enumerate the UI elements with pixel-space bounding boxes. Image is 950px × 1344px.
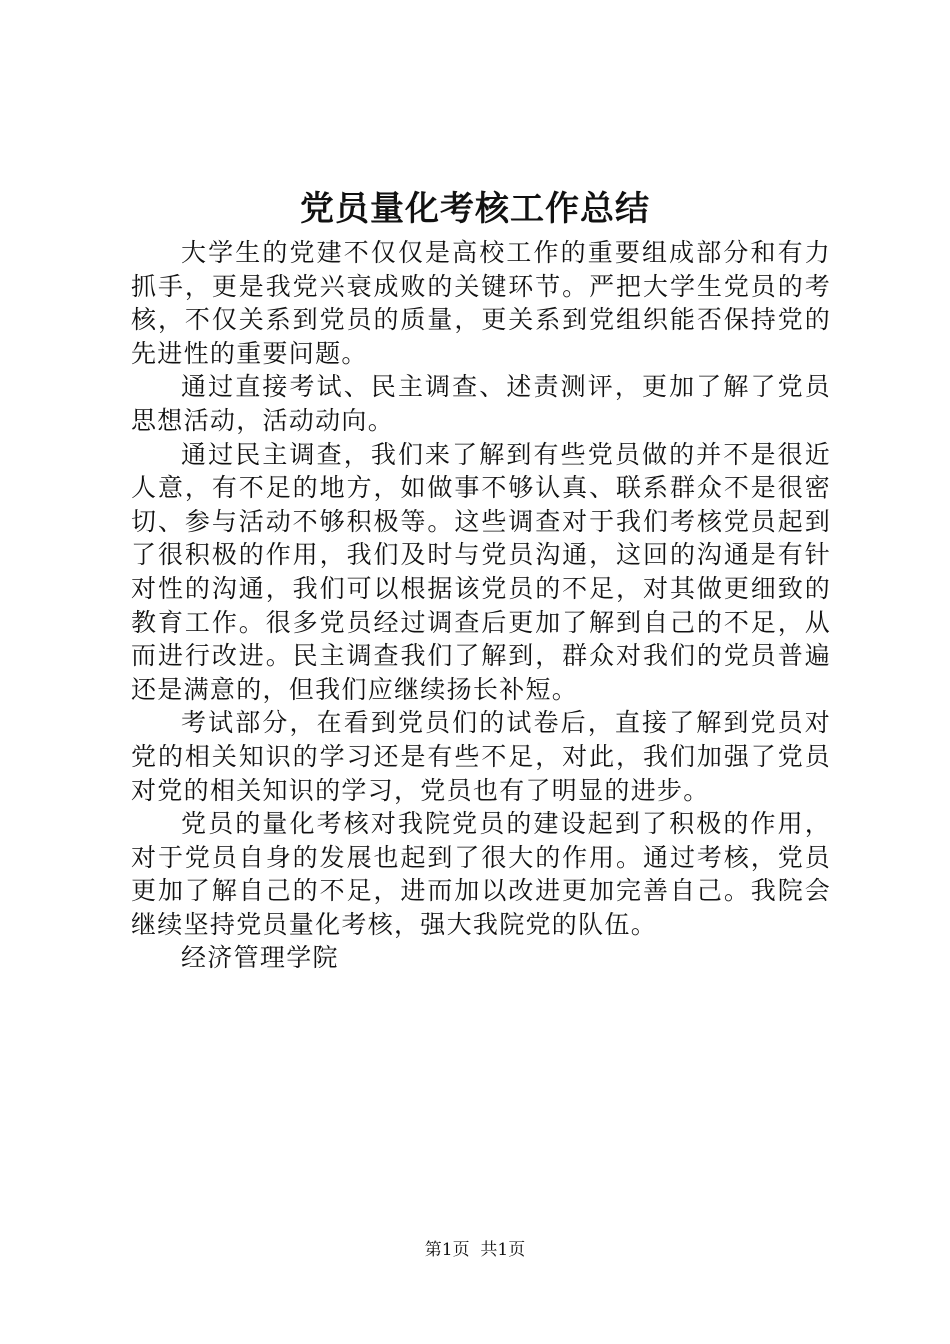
document-body [131, 236, 831, 975]
signature-department: 经济管理学院 [181, 943, 339, 973]
document-title: 党员量化考核工作总结 [300, 189, 650, 229]
paragraph-methods: 通过直接考试、民主调查、述责测评，更加了解了党员思想活动，活动动向。 [131, 372, 831, 435]
paragraph-conclusion: 党员的量化考核对我院党员的建设起到了积极的作用，对于党员自身的发展也起到了很大的作用。通过考核，党员更加了解自己的不足，进而加以改进更加完善自己。我院会继续坚持党员量化考核，强大我院党的队伍。 [131, 809, 831, 939]
paragraph-exam: 考试部分，在看到党员们的试卷后，直接了解到党员对党的相关知识的学习还是有些不足，对此，我们加强了党员对党的相关知识的学习，党员也有了明显的进步。 [131, 708, 831, 805]
paragraph-survey: 通过民主调查，我们来了解到有些党员做的并不是很近人意，有不足的地方，如做事不够认真、联系群众不是很密切、参与活动不够积极等。这些调查对于我们考核党员起到了很积极的作用，我们及时与党员沟通，这回的沟通是有针对性的沟通，我们可以根据该党员的不足，对其做更细致的教育工作。很多党员经过调查后更加了解到自己的不足，从而进行改进。民主调查我们了解到，群众对我们的党员普遍还是满意的，但我们应继续扬长补短。 [131, 439, 831, 704]
page-footer: 第1页 共1页 [424, 1240, 526, 1260]
paragraph-intro: 大学生的党建不仅仅是高校工作的重要组成部分和有力抓手，更是我党兴衰成败的关键环节。严把大学生党员的考核，不仅关系到党员的质量，更关系到党组织能否保持党的先进性的重要问题。 [131, 238, 831, 368]
